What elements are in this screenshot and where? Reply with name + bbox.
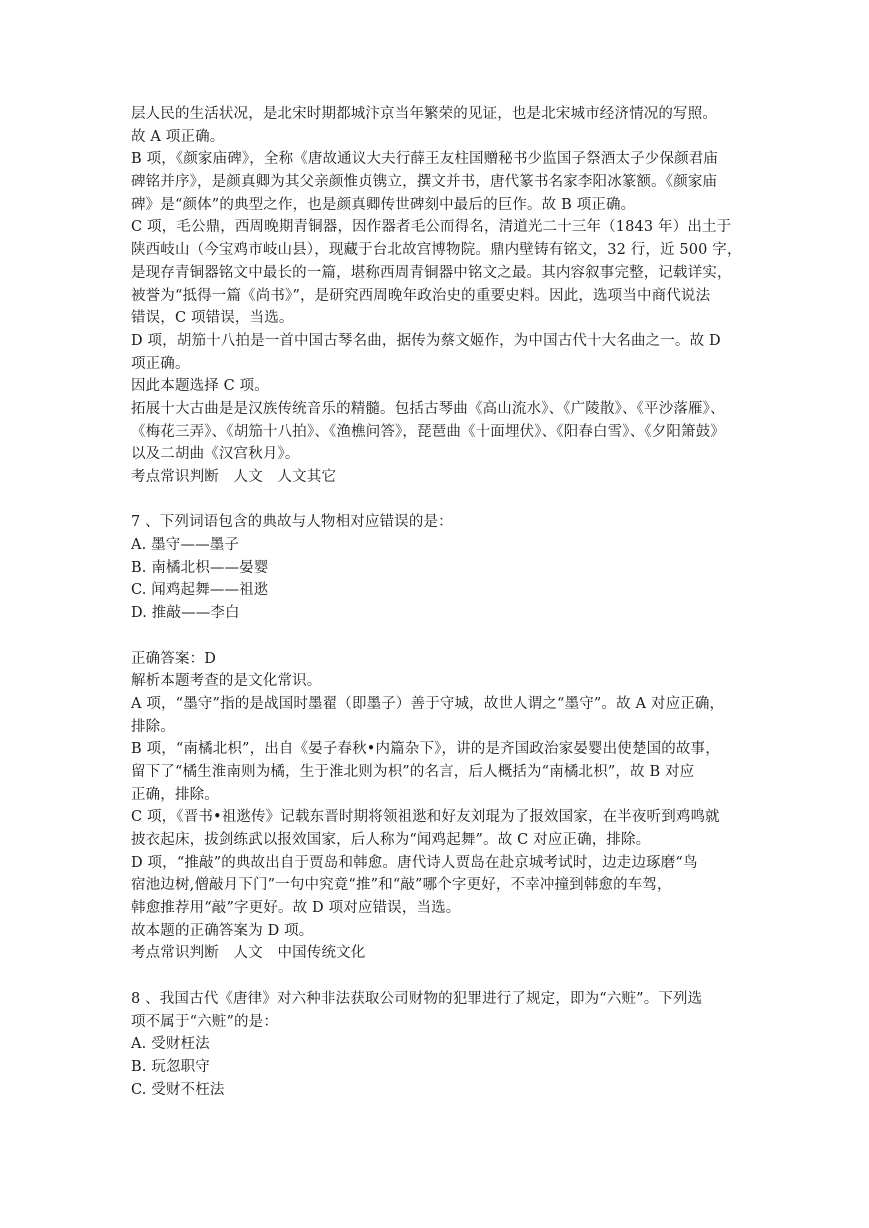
text-line: 韩愈推荐用“敲”字更好。故 D 项对应错误，当选。 bbox=[131, 900, 461, 917]
text-line: C. 闻鸡起舞——祖逖 bbox=[131, 582, 269, 599]
text-line: 是现存青铜器铭文中最长的一篇，堪称西周青铜器中铭文之最。其内容叙事完整，记载详实， bbox=[131, 264, 732, 281]
text-line: 宿池边树,僧敲月下门”一句中究竟“推”和“敲”哪个字更好，不幸冲撞到韩愈的车驾， bbox=[131, 877, 672, 894]
text-line: 因此本题选择 C 项。 bbox=[131, 378, 269, 395]
text-line: 排除。 bbox=[131, 718, 175, 735]
text-line: 拓展十大古曲是是汉族传统音乐的精髓。包括古琴曲《高山流水》、《广陵散》、《平沙落雁》、 bbox=[131, 400, 725, 417]
text-line: 以及二胡曲《汉宫秋月》。 bbox=[131, 446, 300, 463]
text-line: D 项，“推敲”的典故出自于贾岛和韩愈。唐代诗人贾岛在赴京城考试时，边走边琢磨“鸟 bbox=[131, 854, 698, 871]
text-line: C 项，毛公鼎，西周晚期青铜器，因作器者毛公而得名，清道光二十三年（1843 年）出土于 bbox=[131, 219, 732, 236]
text-line: 碑铭并序》，是颜真卿为其父亲颜惟贞镌立，撰文并书，唐代篆书名家李阳冰篆额。《颜家庙 bbox=[131, 174, 718, 191]
text-line: 解析本题考查的是文化常识。 bbox=[131, 673, 322, 690]
text-line: B 项，“南橘北枳”，出自《晏子春秋•内篇杂下》，讲的是齐国政治家晏婴出使楚国的故事， bbox=[131, 741, 720, 758]
paragraph-gap bbox=[131, 965, 767, 988]
text-line: 《梅花三弄》、《胡笳十八拍》、《渔樵问答》，琵琶曲《十面埋伏》、《阳春白雪》、《夕阳箫鼓》 bbox=[131, 423, 725, 440]
text-line: 7 、下列词语包含的典故与人物相对应错误的是： bbox=[131, 514, 453, 531]
text-line: 层人民的生活状况，是北宋时期都城汴京当年繁荣的见证，也是北宋城市经济情况的写照。 bbox=[131, 106, 717, 122]
text-line: 正确，排除。 bbox=[131, 786, 219, 803]
text-line: 正确答案：D bbox=[131, 650, 217, 667]
text-line: 8 、我国古代《唐律》对六种非法获取公司财物的犯罪进行了规定，即为“六赃”。下列选 bbox=[131, 990, 703, 1007]
text-line: B. 玩忽职守 bbox=[131, 1058, 210, 1075]
text-line: 项正确。 bbox=[131, 355, 190, 372]
text-line: D 项，胡笳十八拍是一首中国古琴名曲，据传为蔡文姬作，为中国古代十大名曲之一。故 D bbox=[131, 332, 721, 349]
text-line: A 项，“墨守”指的是战国时墨翟（即墨子）善于守城，故世人谓之“墨守”。故 A 对应正确， bbox=[131, 695, 725, 712]
text-line: 项不属于“六赃”的是： bbox=[131, 1013, 278, 1030]
text-line: B 项，《颜家庙碑》，全称《唐故通议大夫行薛王友柱国赠秘书少监国子祭酒太子少保颜君庙 bbox=[131, 151, 719, 168]
text-line: C 项，《晋书•祖逖传》记载东晋时期将领祖逖和好友刘琨为了报效国家，在半夜听到鸡鸣就 bbox=[131, 809, 720, 826]
text-line: C. 受财不枉法 bbox=[131, 1081, 225, 1098]
text-line: D. 推敲——李白 bbox=[131, 605, 240, 622]
text-line: B. 南橘北枳——晏婴 bbox=[131, 559, 269, 576]
text-line: 考点常识判断 人文 中国传统文化 bbox=[131, 945, 366, 962]
text-line: 碑》是“颜体”的典型之作，也是颜真卿传世碑刻中最后的巨作。故 B 项正确。 bbox=[131, 196, 636, 213]
text-line: 考点常识判断 人文 人文其它 bbox=[131, 469, 337, 485]
text-line: 陕西岐山（今宝鸡市岐山县），现藏于台北故宫博物院。鼎内壁铸有铭文，32 行，近 500 字， bbox=[131, 242, 742, 259]
text-line: 留下了“橘生淮南则为橘，生于淮北则为枳”的名言，后人概括为“南橘北枳”，故 B 对应 bbox=[131, 763, 695, 780]
document-body bbox=[131, 103, 767, 1101]
text-line: A. 受财枉法 bbox=[131, 1036, 210, 1053]
text-line: 被誉为“抵得一篇《尚书》”，是研究西周晚年政治史的重要史料。因此，选项当中商代说法 bbox=[131, 287, 711, 304]
text-line: 故 A 项正确。 bbox=[131, 128, 225, 145]
text-line: 故本题的正确答案为 D 项。 bbox=[131, 922, 314, 939]
text-line: 披衣起床，拔剑练武以报效国家，后人称为“闻鸡起舞”。故 C 对应正确，排除。 bbox=[131, 832, 651, 848]
paragraph-gap bbox=[131, 489, 767, 512]
paragraph-gap bbox=[131, 625, 767, 648]
text-line: 错误，C 项错误，当选。 bbox=[131, 310, 294, 327]
text-line: A. 墨守——墨子 bbox=[131, 537, 240, 554]
